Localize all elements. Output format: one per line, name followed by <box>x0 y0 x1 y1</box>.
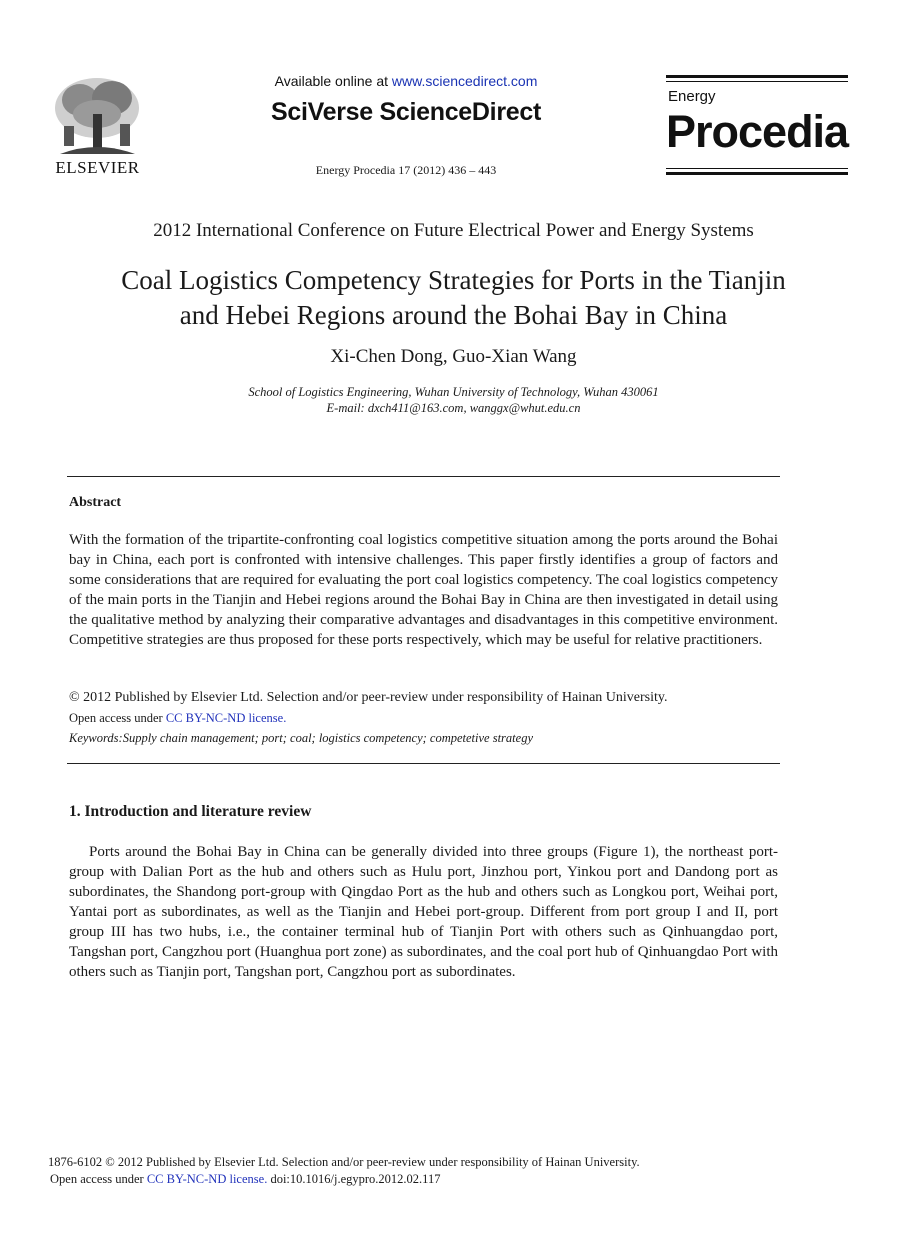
introduction-paragraph: Ports around the Bohai Bay in China can be generally divided into three groups (Figure 1), the northeast port-group with Dalian Port as the hub and others such as Hulu port, Jinzhou port, Yinkou port and Dandong port as subordinates, the Shandong port-group with Qingdao Port as the hub and others such as Longkou port, Weihai port, Yantai port as subordinates, as well as the Tianjin and Hebei port-group. Different from port group I and II, port group III has two hubs, i.e., the container terminal hub of Tianjin Port with others such as Qinhuangdao port, Tangshan port, Cangzhou port (Huanghua port zone) as subordinates, and the coal port hub of Qinhuangdao Port with others such as Tianjin port, Tangshan port, Cangzhou port as subordinates. <box>69 844 778 980</box>
introduction-body <box>69 842 778 982</box>
copyright-notice: © 2012 Published by Elsevier Ltd. Selection and/or peer-review under responsibility of Hainan University. <box>69 690 668 705</box>
paper-title <box>40 263 867 333</box>
divider-top <box>67 476 780 477</box>
title-line-1: Coal Logistics Competency Strategies for Ports in the Tianjin <box>121 265 786 295</box>
logo-rule-top-thin <box>666 81 848 82</box>
divider-bottom <box>67 763 780 764</box>
publisher-name: ELSEVIER <box>55 158 140 177</box>
page-footer <box>48 1154 768 1188</box>
doi: doi:10.1016/j.egypro.2012.02.117 <box>267 1172 441 1186</box>
abstract-text: With the formation of the tripartite-confronting coal logistics competitive situation among the ports around the Bohai bay in China, each port is confronted with intensive challenges. This paper firstly identifies a group of factors and some considerations that are required for evaluating the port coal logistics competency. The coal logistics competency of the main ports in the Tianjin and Hebei regions around the Bohai Bay in China are then investigated in detail using the qualitative method by analyzing their comparative advantages and disadvantages in this competitive environment. Competitive strategies are thus proposed for these ports respectively, which may be useful for relative practitioners. <box>69 532 778 648</box>
title-line-2: and Hebei Regions around the Bohai Bay in China <box>179 300 728 330</box>
license-link[interactable]: CC BY-NC-ND license. <box>165 711 287 725</box>
elsevier-logo <box>50 74 145 179</box>
footer-copyright: 1876-6102 © 2012 Published by Elsevier Ltd. Selection and/or peer-review under responsibility of Hainan University. <box>48 1155 640 1169</box>
logo-rule-bottom-thin <box>666 168 848 169</box>
footer-license-link[interactable]: CC BY-NC-ND license. <box>146 1172 268 1186</box>
journal-logo <box>666 75 848 176</box>
footer-open-access <box>48 1171 768 1188</box>
conference-name: 2012 International Conference on Future Electrical Power and Energy Systems <box>153 220 754 241</box>
abstract-heading: Abstract <box>69 495 122 510</box>
elsevier-tree-icon <box>50 74 145 158</box>
availability-line <box>200 73 612 89</box>
open-access-line <box>69 711 778 726</box>
affiliation: School of Logistics Engineering, Wuhan University of Technology, Wuhan 430061 <box>248 385 659 399</box>
footer-open-access-prefix: Open access under <box>50 1172 147 1186</box>
available-prefix: Available online at <box>274 73 392 89</box>
open-access-prefix: Open access under <box>69 711 166 725</box>
journal-word-procedia: Procedia <box>666 106 849 157</box>
section-heading: 1. Introduction and literature review <box>69 803 312 820</box>
platform-logo: SciVerse ScienceDirect <box>271 98 541 126</box>
logo-rule-bottom <box>666 172 848 175</box>
journal-citation: Energy Procedia 17 (2012) 436 – 443 <box>315 163 497 177</box>
authors: Xi-Chen Dong, Guo-Xian Wang <box>330 346 577 367</box>
email: E-mail: dxch411@163.com, wanggx@whut.edu.cn <box>326 401 581 415</box>
keywords: Keywords:Supply chain management; port; coal; logistics competency; competetive strategy <box>69 731 533 745</box>
journal-word-energy: Energy <box>668 88 716 105</box>
affiliation-block <box>60 384 847 416</box>
logo-rule-top <box>666 75 848 78</box>
sciencedirect-link[interactable]: www.sciencedirect.com <box>391 73 538 89</box>
